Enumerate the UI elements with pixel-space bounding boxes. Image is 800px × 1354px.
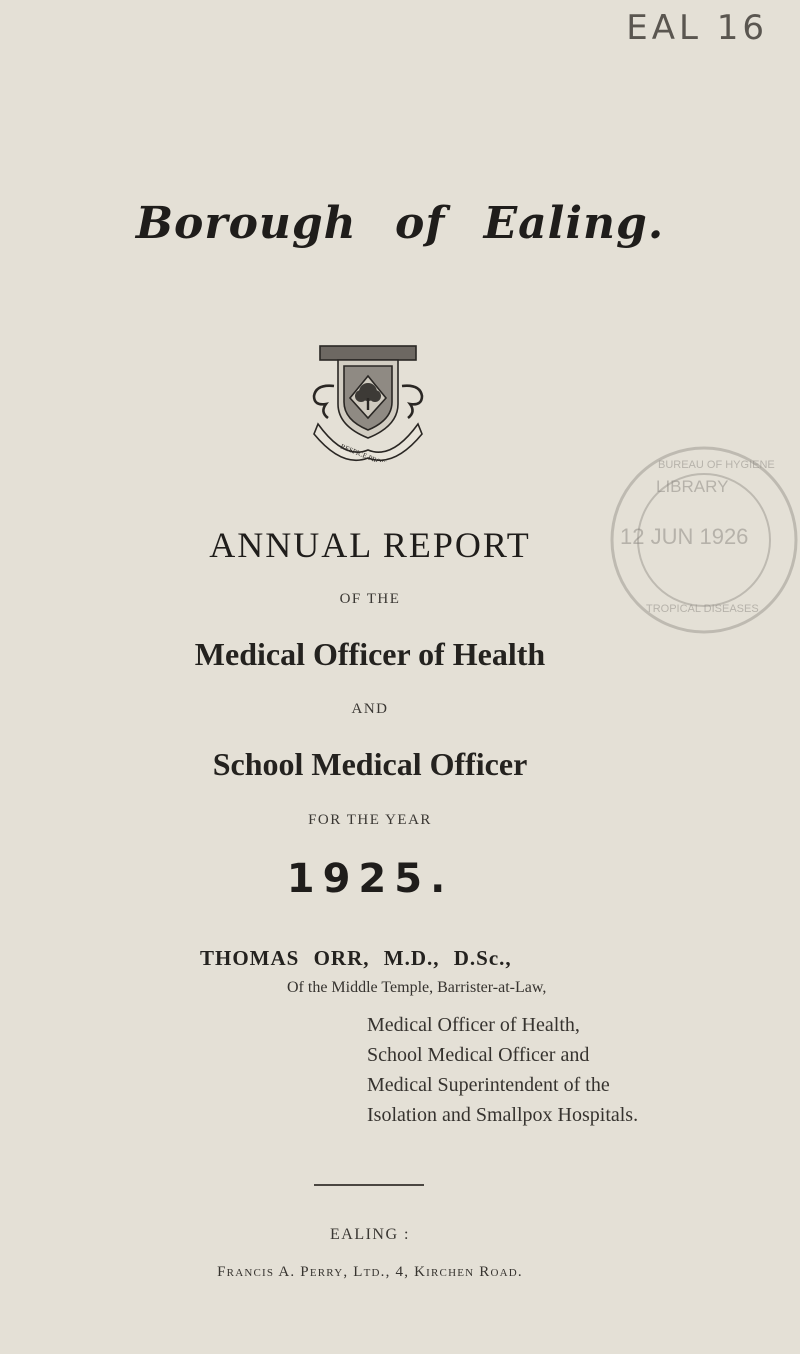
stamp-top-text: BUREAU OF HYGIENE xyxy=(658,459,775,471)
stamp-date-text: 12 JUN 1926 xyxy=(620,524,749,549)
reference-mark: EAL 16 xyxy=(626,8,768,48)
imprint-publisher: Francis A. Perry, Ltd., 4, Kirchen Road. xyxy=(217,1264,523,1280)
office-medical-officer: Medical Officer of Health xyxy=(194,636,546,672)
report-year: 1925. xyxy=(286,856,454,902)
divider-rule xyxy=(314,1184,424,1186)
stamp-bottom-text: TROPICAL DISEASES xyxy=(646,603,759,615)
borough-crest-icon xyxy=(298,342,438,462)
title-of-the: OF THE xyxy=(339,591,401,607)
author-role: Medical Superintendent of the xyxy=(367,1074,610,1096)
office-school-medical-officer: School Medical Officer xyxy=(212,746,528,782)
author-role: Medical Officer of Health, xyxy=(367,1014,580,1036)
title-for-the-year: FOR THE YEAR xyxy=(308,812,432,828)
author-role: School Medical Officer and xyxy=(367,1044,590,1066)
author-role: Isolation and Smallpox Hospitals. xyxy=(367,1104,639,1126)
title-and: AND xyxy=(351,701,389,717)
author-roles xyxy=(367,1010,638,1130)
borough-heading: Borough of Ealing. xyxy=(135,198,665,249)
author-affiliation: Of the Middle Temple, Barrister-at-Law, xyxy=(287,979,547,996)
report-title: ANNUAL REPORT xyxy=(209,525,531,565)
author-name: THOMAS ORR, M.D., D.Sc., xyxy=(200,946,512,970)
stamp-library-text: LIBRARY xyxy=(656,477,729,496)
imprint-place: EALING : xyxy=(330,1226,410,1243)
